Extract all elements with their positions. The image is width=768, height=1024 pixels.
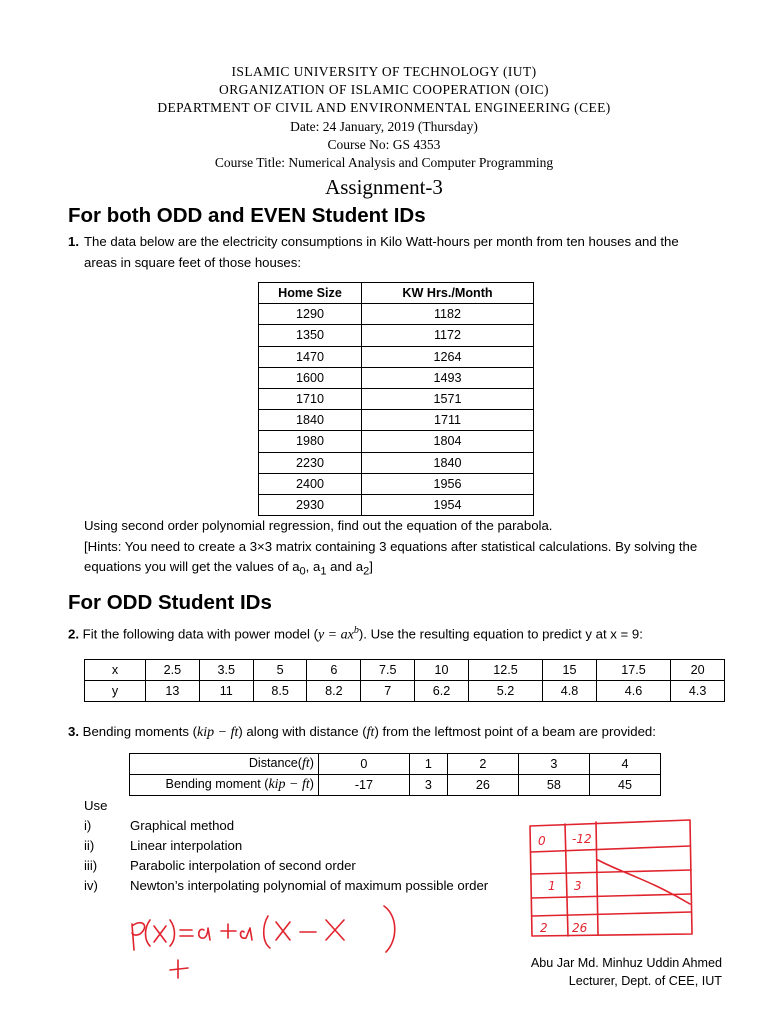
x-cell: 7.5 [361, 660, 415, 681]
x-cell: 20 [671, 660, 725, 681]
x-cell: 17.5 [596, 660, 670, 681]
y-cell: 6.2 [415, 681, 469, 702]
y-cell: 5.2 [468, 681, 542, 702]
hint-a1: , a [305, 559, 321, 574]
q1-text-line2: areas in square feet of those houses: [84, 255, 302, 270]
ink-formula-a0 [199, 928, 210, 940]
distance-label-unit: ft [302, 756, 310, 771]
ink-formula-p [132, 923, 145, 950]
distance-cell: 3 [518, 754, 589, 775]
q2-pre: Fit the following data with power model ( [82, 626, 318, 642]
method-number: iv) [84, 878, 98, 893]
home-size-cell: 2400 [259, 473, 362, 494]
q1-hint-line1: [Hints: You need to create a 3×3 matrix containing 3 equations after statistical calculations. By solving the [84, 539, 698, 554]
university-name: ISLAMIC UNIVERSITY OF TECHNOLOGY (IUT) [231, 64, 537, 79]
assignment-title: Assignment-3 [325, 175, 443, 199]
x-cell: 3.5 [199, 660, 253, 681]
home-size-cell: 1840 [259, 410, 362, 431]
ink-grid-hline4 [532, 912, 691, 916]
ink-grid-frame [530, 820, 692, 936]
y-cell: 8.5 [253, 681, 307, 702]
moment-label-text: Bending moment ( [165, 777, 269, 791]
y-cell: 7 [361, 681, 415, 702]
ink-plus [170, 960, 188, 978]
moment-cell: -17 [319, 775, 410, 796]
ink-formula-paren-open [146, 920, 151, 946]
distance-cell: 4 [589, 754, 660, 775]
x-cell: 6 [307, 660, 361, 681]
method-text: Parabolic interpolation of second order [130, 858, 356, 873]
y-cell: 4.6 [596, 681, 670, 702]
kw-cell: 1840 [362, 452, 534, 473]
method-number: ii) [84, 838, 95, 853]
q3-unit-kipft: kip − ft [197, 725, 239, 740]
kw-cell: 1172 [362, 325, 534, 346]
y-label: y [85, 681, 146, 702]
distance-cell: 2 [447, 754, 518, 775]
ink-cell-1: 1 [548, 879, 556, 893]
hint-close: ] [369, 559, 373, 574]
method-text: Graphical method [130, 818, 235, 833]
hint-a2: and a [326, 559, 364, 574]
distance-cell: 1 [409, 754, 447, 775]
moment-cell: 58 [518, 775, 589, 796]
kw-cell: 1711 [362, 410, 534, 431]
home-size-cell: 2930 [259, 494, 362, 515]
q2-model: y = ax [317, 627, 354, 643]
section-heading-both: For both ODD and EVEN Student IDs [68, 204, 426, 227]
method-text: Linear interpolation [130, 838, 243, 853]
y-cell: 8.2 [307, 681, 361, 702]
q3-mid: ) along with distance ( [238, 724, 367, 739]
moment-cell: 26 [447, 775, 518, 796]
x-cell: 10 [415, 660, 469, 681]
kw-cell: 1264 [362, 346, 534, 367]
kw-cell: 1954 [362, 494, 534, 515]
ink-formula-x2 [276, 922, 290, 940]
q3-number: 3. [68, 724, 79, 739]
ink-grid-vline1 [565, 824, 568, 936]
home-size-cell: 2230 [259, 452, 362, 473]
course-title: Course Title: Numerical Analysis and Computer Programming [214, 155, 554, 170]
ink-formula-equals [180, 930, 193, 936]
kw-cell: 1571 [362, 388, 534, 409]
col-header-kw: KW Hrs./Month [362, 283, 534, 304]
q3-post: ) from the leftmost point of a beam are provided: [374, 724, 656, 739]
use-label: Use [84, 798, 108, 813]
ink-grid-hline1 [531, 846, 690, 852]
y-cell: 4.3 [671, 681, 725, 702]
method-number: i) [84, 818, 92, 833]
method-number: iii) [84, 858, 98, 873]
home-size-cell: 1350 [259, 325, 362, 346]
y-cell: 4.8 [543, 681, 597, 702]
y-cell: 13 [146, 681, 200, 702]
home-size-cell: 1470 [259, 346, 362, 367]
q2-post: ). Use the resulting equation to predict y at x = 9: [358, 626, 643, 642]
ink-grid-hline2 [531, 870, 691, 874]
moment-cell: 45 [589, 775, 660, 796]
ink-formula-plus1 [221, 924, 236, 938]
date-line: Date: 24 January, 2019 (Thursday) [290, 119, 478, 134]
ink-formula-a1 [241, 928, 253, 940]
kw-cell: 1182 [362, 304, 534, 325]
q3-unit-ft: ft [366, 725, 375, 740]
kw-cell: 1493 [362, 367, 534, 388]
ink-formula-paren-close [170, 920, 175, 946]
distance-label-text: Distance( [248, 756, 303, 770]
signature-name: Abu Jar Md. Minhuz Uddin Ahmed [530, 956, 722, 970]
ink-cell-26: 26 [572, 921, 588, 935]
q1-instruction: Using second order polynomial regression, find out the equation of the parabola. [84, 518, 553, 533]
col-header-home-size: Home Size [259, 283, 362, 304]
ink-grid-curve [598, 860, 690, 904]
moment-label-close: ) [309, 777, 314, 791]
department-name: DEPARTMENT OF CIVIL AND ENVIRONMENTAL ENGINEERING (CEE) [157, 100, 611, 115]
x-cell: 2.5 [146, 660, 200, 681]
kw-cell: 1956 [362, 473, 534, 494]
x-cell: 12.5 [468, 660, 542, 681]
home-size-cell: 1290 [259, 304, 362, 325]
section-heading-odd: For ODD Student IDs [68, 591, 272, 614]
ink-cell-m12: -12 [572, 832, 592, 846]
sub-0: 0 [299, 565, 306, 578]
course-number: Course No: GS 4353 [327, 137, 441, 152]
q2-exp: b [353, 625, 359, 636]
ink-cell-2: 2 [540, 921, 548, 935]
home-size-cell: 1710 [259, 388, 362, 409]
x-cell: 15 [543, 660, 597, 681]
kw-cell: 1804 [362, 431, 534, 452]
q1-number-text: 1. [68, 234, 79, 249]
distance-label-close: ) [309, 756, 314, 770]
moment-cell: 3 [409, 775, 447, 796]
signature-position: Lecturer, Dept. of CEE, IUT [568, 974, 722, 988]
hint-text: equations you will get the values of a [84, 559, 300, 574]
home-size-cell: 1600 [259, 367, 362, 388]
y-cell: 11 [199, 681, 253, 702]
ink-formula-x0 [326, 920, 344, 940]
ink-cell-0: 0 [538, 834, 546, 848]
ink-formula-paren2 [264, 916, 270, 948]
sub-1: 1 [320, 565, 327, 578]
distance-cell: 0 [319, 754, 410, 775]
ink-cell-3: 3 [574, 879, 582, 893]
x-cell: 5 [253, 660, 307, 681]
sub-2: 2 [363, 565, 370, 578]
ink-formula-x [154, 926, 166, 942]
home-size-cell: 1980 [259, 431, 362, 452]
x-label: x [85, 660, 146, 681]
method-text: Newton’s interpolating polynomial of maximum possible order [130, 878, 489, 893]
q3-pre: Bending moments ( [82, 724, 198, 739]
q1-text-line1: The data below are the electricity consumptions in Kilo Watt-hours per month from ten houses and the [84, 234, 679, 249]
ink-formula-paren-close2 [384, 906, 395, 952]
ink-grid-vline2 [596, 822, 598, 934]
ink-grid-hline3 [532, 894, 691, 898]
organization-name: ORGANIZATION OF ISLAMIC COOPERATION (OIC) [219, 82, 549, 97]
q2-number: 2. [68, 626, 79, 642]
moment-label-unit: kip − ft [268, 777, 310, 792]
